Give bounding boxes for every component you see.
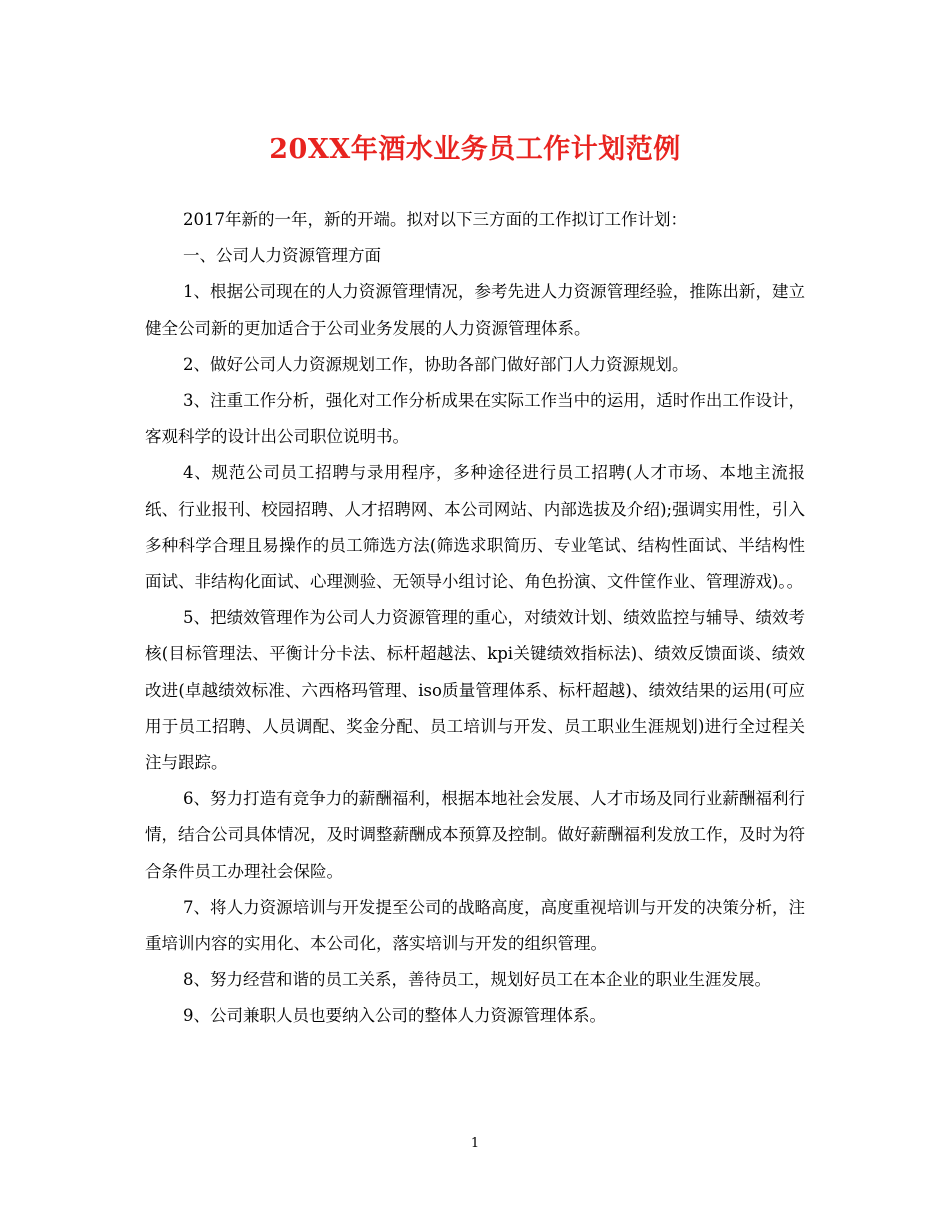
paragraph-item-8: 8、努力经营和谐的员工关系，善待员工，规划好员工在本企业的职业生涯发展。: [183, 970, 771, 990]
page-number: 1: [470, 1136, 480, 1151]
paragraph-item-2: 2、做好公司人力资源规划工作，协助各部门做好部门人力资源规划。: [183, 354, 689, 374]
paragraph-item-5: 5、把绩效管理作为公司人力资源管理的重心，对绩效计划、绩效监控与辅导、绩效考核(目标管理法、平衡计分卡法、标杆超越法、kpi关键绩效指标法)、绩效反馈面谈、绩效改进(卓越绩效标准、六西格玛管理、iso质量管理体系、标杆超越)、绩效结果的运用(可应用于员工招聘、人员调配、奖金分配、员工培训与开发、员工职业生涯规划)进行全过程关注与跟踪。: [145, 608, 805, 773]
document-body: [145, 202, 805, 1035]
section-heading: 一、公司人力资源管理方面: [183, 246, 381, 266]
document-title: 20XX年酒水业务员工作计划范例: [269, 134, 681, 165]
intro-paragraph: 2017年新的一年，新的开端。拟对以下三方面的工作拟订工作计划：: [183, 210, 687, 229]
paragraph-item-1: 1、根据公司现在的人力资源管理情况，参考先进人力资源管理经验，推陈出新，建立健全公司新的更加适合于公司业务发展的人力资源管理体系。: [145, 282, 805, 338]
paragraph-item-6: 6、努力打造有竞争力的薪酬福利，根据本地社会发展、人才市场及同行业薪酬福利行情，结合公司具体情况，及时调整薪酬成本预算及控制。做好薪酬福利发放工作，及时为符合条件员工办理社会保险。: [145, 789, 805, 881]
paragraph-item-4: 4、规范公司员工招聘与录用程序，多种途径进行员工招聘(人才市场、本地主流报纸、行业报刊、校园招聘、人才招聘网、本公司网站、内部选拔及介绍);强调实用性，引入多种科学合理且易操作的员工筛选方法(筛选求职简历、专业笔试、结构性面试、半结构性面试、非结构化面试、心理测验、无领导小组讨论、角色扮演、文件筐作业、管理游戏)。。: [145, 463, 805, 592]
paragraph-item-9: 9、公司兼职人员也要纳入公司的整体人力资源管理体系。: [183, 1006, 606, 1026]
paragraph-item-7: 7、将人力资源培训与开发提至公司的战略高度，高度重视培训与开发的决策分析，注重培训内容的实用化、本公司化，落实培训与开发的组织管理。: [145, 897, 805, 954]
paragraph-item-3: 3、注重工作分析，强化对工作分析成果在实际工作当中的运用，适时作出工作设计，客观科学的设计出公司职位说明书。: [145, 391, 805, 447]
